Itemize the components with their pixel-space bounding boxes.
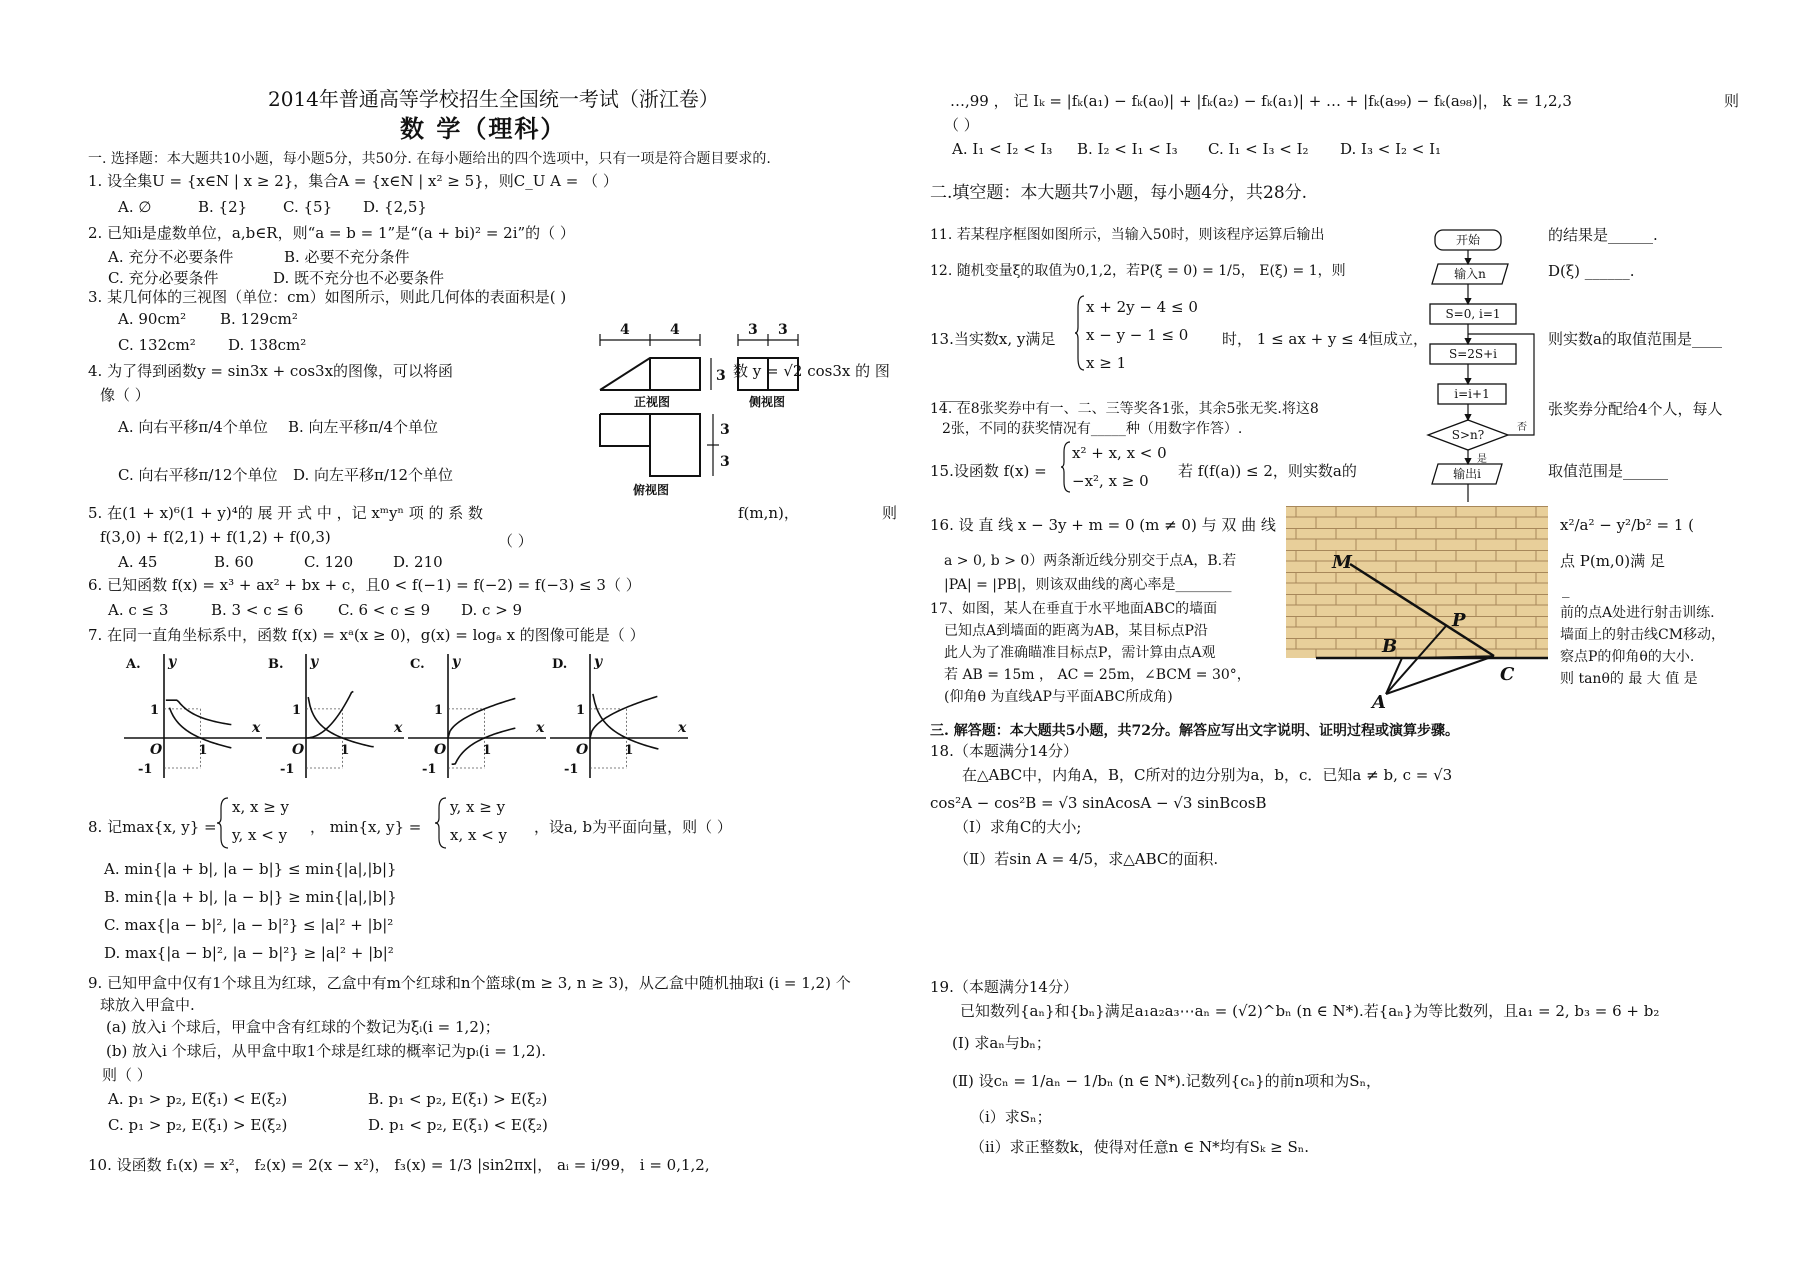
q3-option-c: C. 132cm² [118, 336, 196, 354]
q2-option-a: A. 充分不必要条件 [108, 248, 234, 266]
q13-brace [1074, 294, 1086, 372]
q10-stem: 10. 设函数 f₁(x) = x²， f₂(x) = 2(x − x²)， f₃(x) = 1/3 |sin2πx|， aᵢ = i/99， i = 0,1,2, [88, 1156, 710, 1174]
tick-label: -1 [280, 762, 295, 777]
q7-stem: 7. 在同一直角坐标系中，函数 f(x) = xᵃ(x ≥ 0)，g(x) = logₐ x 的图像可能是（ ） [88, 626, 645, 644]
q16-stem-line2: a > 0, b > 0）两条渐近线分别交于点A，B.若 [944, 553, 1237, 569]
q13-stem-a: 13.当实数x, y满足 [930, 330, 1056, 348]
q19-part1: (Ⅰ) 求aₙ与bₙ； [952, 1034, 1051, 1052]
origin-label: O [150, 742, 163, 758]
section2-heading: 二.填空题：本大题共7小题，每小题4分，共28分. [930, 183, 1308, 203]
origin-label: O [292, 742, 305, 758]
q16-tail-line2: 点 P(m,0)满 足 [1560, 552, 1665, 570]
tick-label: -1 [138, 762, 153, 777]
q19-head: 19.（本题满分14分） [930, 978, 1078, 996]
tick-label: 1 [482, 743, 492, 758]
origin-label: O [434, 742, 447, 758]
x-axis-label: x [678, 720, 687, 736]
q1-option-d: D. {2,5} [363, 198, 427, 216]
q17-line1: 17、如图，某人在垂直于水平地面ABC的墙面 [930, 601, 1218, 617]
q6-option-a: A. c ≤ 3 [108, 601, 169, 619]
q5-stem-line2: f(3,0) + f(2,1) + f(1,2) + f(0,3) [100, 528, 331, 546]
q10-option-d: D. I₃ < I₂ < I₁ [1340, 140, 1442, 158]
point-B-label: B [1382, 636, 1398, 657]
q19-part4: （ii）求正整数k，使得对任意n ∈ N*均有Sₖ ≥ Sₙ. [970, 1138, 1309, 1156]
q8-option-d: D. max{|a − b|², |a − b|²} ≥ |a|² + |b|² [104, 944, 394, 962]
y-axis-label: y [168, 654, 177, 670]
q14-stem: 14. 在8张奖券中有一、二、三等奖各1张，其余5张无奖.将这8 [930, 401, 1319, 417]
q17-right-4: 则 tanθ的 最 大 值 是 [1560, 671, 1698, 687]
exam-subtitle: 数 学（理科） [400, 114, 567, 143]
dim-label: 4 [670, 322, 680, 338]
tick-label: 1 [198, 743, 208, 758]
x-axis-label: x [536, 720, 545, 736]
flow-output-label: 输出i [1453, 467, 1481, 481]
q13-tail-line2: ____ [940, 384, 970, 402]
tick-label: -1 [564, 762, 579, 777]
q17-right-2: 墙面上的射击线CM移动， [1560, 627, 1726, 643]
q6-stem: 6. 已知函数 f(x) = x³ + ax² + bx + c，且0 < f(−1) = f(−2) = f(−3) ≤ 3（ ） [88, 576, 641, 594]
q5-option-b: B. 60 [214, 553, 254, 571]
q19-part3: （i）求Sₙ； [970, 1108, 1052, 1126]
q14-tail: 张奖券分配给4个人，每人 [1548, 400, 1723, 418]
q5-option-c: C. 120 [304, 553, 354, 571]
section3-heading: 三. 解答题：本大题共5小题，共72分。解答应写出文字说明、证明过程或演算步骤。 [930, 723, 1459, 739]
flow-input-label: 输入n [1454, 267, 1486, 281]
q8-stem-a: 8. 记max{x, y} = [88, 818, 217, 836]
tick-label: 1 [576, 702, 586, 718]
q11-stem: 11. 若某程序框图如图所示，当输入50时，则该程序运算后输出 [930, 227, 1325, 243]
q8-option-a: A. min{|a + b|, |a − b|} ≤ min{|a|,|b|} [104, 860, 397, 878]
q5-option-d: D. 210 [393, 553, 443, 571]
function-curve-g [308, 697, 374, 747]
q5-stem: 5. 在(1 + x)⁶(1 + y)⁴的 展 开 式 中 ，记 xᵐyⁿ 项 的 系 数 [88, 504, 484, 522]
q5-option-a: A. 45 [118, 553, 158, 571]
q2-stem: 2. 已知i是虚数单位，a,b∈R，则“a = b = 1”是“(a + bi)² = 2i”的（ ） [88, 224, 575, 242]
dim-label: 3 [720, 422, 730, 438]
q10-continued: …,99 ， 记 Iₖ = |fₖ(a₁) − fₖ(a₀)| + |fₖ(a₂) − fₖ(a₁)| + … + |fₖ(a₉₉) − fₖ(a₉₈)|， k = 1,2,3 [950, 92, 1572, 110]
q16-stem-line3: |PA| = |PB|，则该双曲线的离心率是________ [944, 577, 1232, 593]
side-view-label: 侧视图 [749, 395, 786, 409]
q14-stem-line2: 2张，不同的获奖情况有_____种（用数字作答）. [942, 421, 1243, 437]
q12-tail: D(ξ) ______. [1548, 262, 1635, 280]
q1-option-a: A. ∅ [118, 198, 152, 216]
q15-brace [1060, 440, 1072, 494]
q16-tail-line3: _ [1562, 580, 1570, 598]
q4-option-d: D. 向左平移π/12个单位 [293, 466, 454, 484]
q9-part-a: (a) 放入i 个球后，甲盒中含有红球的个数记为ξᵢ(i = 1,2)； [106, 1018, 500, 1036]
point-C-label: C [1500, 664, 1515, 685]
q8-brace-1 [216, 796, 230, 850]
q17-line4: 若 AB = 15m ， AC = 25m，∠BCM = 30°， [944, 667, 1251, 683]
flow-start-label: 开始 [1455, 233, 1481, 247]
front-view-label: 正视图 [634, 395, 671, 409]
q11-tail: 的结果是______. [1548, 226, 1658, 244]
q5-paren: （ ） [498, 532, 533, 550]
q17-line5: (仰角θ 为直线AP与平面ABC所成角) [944, 689, 1173, 705]
y-axis-label: y [452, 654, 461, 670]
q16-hyperbola: x²/a² − y²/b² = 1 ( [1560, 516, 1695, 534]
tick-label: -1 [422, 762, 437, 777]
q10-option-b: B. I₂ < I₁ < I₃ [1077, 140, 1178, 158]
graph-label: C. [410, 657, 425, 672]
q2-option-b: B. 必要不充分条件 [284, 248, 410, 266]
function-curve-f [590, 696, 657, 738]
q4-option-b: B. 向左平移π/4个单位 [288, 418, 439, 436]
q3-option-a: A. 90cm² [118, 310, 187, 328]
q10-option-a: A. I₁ < I₂ < I₃ [952, 140, 1053, 158]
q1-option-b: B. {2} [198, 198, 248, 216]
q1-option-c: C. {5} [283, 198, 333, 216]
q18-head: 18.（本题满分14分） [930, 742, 1078, 760]
dim-label: 3 [716, 368, 726, 384]
graph-label: B. [268, 657, 284, 672]
q5-stem-end: 则 [882, 504, 898, 522]
q3-stem: 3. 某几何体的三视图（单位：cm）如图所示，则此几何体的表面积是( ) [88, 288, 567, 306]
section1-heading: 一. 选择题：本大题共10小题，每小题5分，共50分. 在每小题给出的四个选项中，只有一项是符合题目要求的. [88, 151, 771, 167]
q17-right-1: 前的点A处进行射击训练. [1560, 605, 1715, 621]
q17-right-3: 察点P的仰角θ的大小. [1560, 649, 1695, 665]
q10-paren: （ ） [944, 116, 979, 134]
q9-stem-line2: 球放入甲盒中. [100, 996, 195, 1014]
q3-option-d: D. 138cm² [228, 336, 307, 354]
function-curve-f [448, 698, 515, 738]
q13-constraint-2: x − y − 1 ≤ 0 [1086, 326, 1189, 344]
q5-stem-mid: f(m,n)， [738, 504, 799, 522]
q17-line3: 此人为了准确瞄准目标点P，需计算由点A观 [944, 645, 1216, 661]
top-view-label: 俯视图 [633, 483, 670, 497]
flow-cond-label: S>n? [1451, 428, 1485, 442]
q8-case-3: y, x ≥ y [450, 798, 506, 816]
dim-label: 3 [720, 454, 730, 470]
q8-stem-b: ， min{x, y} = [310, 818, 422, 836]
q9-option-b: B. p₁ < p₂, E(ξ₁) > E(ξ₂) [368, 1090, 548, 1108]
q6-option-d: D. c > 9 [461, 601, 523, 619]
q19-part2: (Ⅱ) 设cₙ = 1/aₙ − 1/bₙ (n ∈ N*).记数列{cₙ}的前n项和为Sₙ， [952, 1072, 1382, 1090]
q8-stem-c: ，设a, b为平面向量，则（ ） [534, 818, 732, 836]
q13-constraint-3: x ≥ 1 [1086, 354, 1127, 372]
dim-label: 4 [620, 322, 630, 338]
program-flowchart [1408, 222, 1558, 504]
tick-label: 1 [292, 702, 302, 718]
q9-option-a: A. p₁ > p₂, E(ξ₁) < E(ξ₂) [108, 1090, 288, 1108]
q12-stem: 12. 随机变量ξ的取值为0,1,2，若P(ξ = 0) = 1/5， E(ξ) = 1，则 [930, 263, 1346, 279]
q9-option-c: C. p₁ > p₂, E(ξ₁) > E(ξ₂) [108, 1116, 288, 1134]
q15-tail: 取值范围是______ [1548, 462, 1669, 480]
dim-label: 3 [778, 322, 788, 338]
q8-brace-2 [434, 796, 448, 850]
q8-case-2: y, x < y [232, 826, 288, 844]
q3-option-b: B. 129cm² [220, 310, 298, 328]
q8-case-4: x, x < y [450, 826, 508, 844]
flow-no-label: 否 [1517, 422, 1527, 433]
q10-option-c: C. I₁ < I₃ < I₂ [1208, 140, 1309, 158]
q2-option-d: D. 既不充分也不必要条件 [273, 269, 445, 287]
tick-label: 1 [624, 743, 634, 758]
q9-then: 则（ ） [102, 1066, 152, 1084]
q16-stem: 16. 设 直 线 x − 3y + m = 0 (m ≠ 0) 与 双 曲 线 [930, 516, 1276, 534]
q13-constraint-1: x + 2y − 4 ≤ 0 [1086, 298, 1198, 316]
q10-continued-end: 则 [1724, 92, 1740, 110]
q2-option-c: C. 充分必要条件 [108, 269, 219, 287]
three-view-figure [508, 320, 808, 500]
q19-line1: 已知数列{aₙ}和{bₙ}满足a₁a₂a₃⋯aₙ = (√2)^bₙ (n ∈ N*).若{aₙ}为等比数列，且a₁ = 2, b₃ = 6 + b₂ [960, 1002, 1660, 1020]
exam-title: 2014年普通高等学校招生全国统一考试（浙江卷） [268, 87, 719, 111]
point-P-label: P [1452, 610, 1466, 631]
q8-option-b: B. min{|a + b|, |a − b|} ≥ min{|a|,|b|} [104, 888, 397, 906]
point-A-label: A [1372, 692, 1386, 710]
q17-wall-figure [1286, 506, 1548, 710]
q15-stem-a: 15.设函数 f(x) = [930, 462, 1047, 480]
q13-stem-b: 时， 1 ≤ ax + y ≤ 4恒成立， [1222, 330, 1429, 348]
q6-option-b: B. 3 < c ≤ 6 [211, 601, 304, 619]
q8-case-1: x, x ≥ y [232, 798, 290, 816]
q15-stem-b: 若 f(f(a)) ≤ 2，则实数a的 [1178, 462, 1357, 480]
q9-option-d: D. p₁ < p₂, E(ξ₁) < E(ξ₂) [368, 1116, 548, 1134]
q13-tail: 则实数a的取值范围是____ [1548, 330, 1722, 348]
graph-label: A. [126, 657, 141, 672]
q6-option-c: C. 6 < c ≤ 9 [338, 601, 431, 619]
q9-stem: 9. 已知甲盒中仅有1个球且为红球，乙盒中有m个红球和n个篮球(m ≥ 3, n ≥ 3)，从乙盒中随机抽取i (i = 1,2) 个 [88, 974, 851, 992]
dim-label: 3 [748, 322, 758, 338]
tick-label: 1 [340, 743, 350, 758]
q4-stem: 4. 为了得到函数y = sin3x + cos3x的图像，可以将函 [88, 362, 454, 380]
flow-update-label: S=2S+i [1448, 347, 1498, 361]
q15-case-2: −x², x ≥ 0 [1072, 472, 1149, 490]
q15-case-1: x² + x, x < 0 [1072, 444, 1167, 462]
y-axis-label: y [310, 654, 319, 670]
tick-label: 1 [150, 702, 160, 718]
q18-line2: cos²A − cos²B = √3 sinAcosA − √3 sinBcosB [930, 794, 1267, 812]
q4-stem-end: 数 y = √2 cos3x 的 图 [733, 362, 890, 380]
q4-option-c: C. 向右平移π/12个单位 [118, 466, 278, 484]
flow-init-label: S=0, i=1 [1445, 307, 1501, 321]
x-axis-label: x [394, 720, 403, 736]
q8-option-c: C. max{|a − b|², |a − b|²} ≤ |a|² + |b|² [104, 916, 394, 934]
point-M-label: M [1332, 552, 1352, 573]
q17-line2: 已知点A到墙面的距离为AB，某目标点P沿 [944, 623, 1208, 639]
q1-stem: 1. 设全集U = {x∈N | x ≥ 2}，集合A = {x∈N | x² ≥ 5}，则C_U A = （ ） [88, 172, 618, 190]
flow-yes-label: 是 [1477, 454, 1487, 465]
x-axis-label: x [252, 720, 261, 736]
flow-incr-label: i=i+1 [1454, 387, 1490, 401]
graph-label: D. [552, 657, 568, 672]
origin-label: O [576, 742, 589, 758]
q18-part2: （Ⅱ）若sin A = 4/5，求△ABC的面积. [954, 850, 1219, 868]
q4-option-a: A. 向右平移π/4个单位 [118, 418, 268, 436]
q18-line1: 在△ABC中，内角A，B，C所对的边分别为a，b，c．已知a ≠ b, c = √3 [962, 766, 1453, 784]
q7-graphs [124, 652, 774, 792]
tick-label: 1 [434, 702, 444, 718]
y-axis-label: y [594, 654, 603, 670]
q9-part-b: (b) 放入i 个球后，从甲盒中取1个球是红球的概率记为pᵢ(i = 1,2). [106, 1042, 547, 1060]
q18-part1: （Ⅰ）求角C的大小; [954, 818, 1082, 836]
q4-stem-line2: 像（ ） [100, 386, 150, 404]
function-curve-g [593, 694, 659, 749]
